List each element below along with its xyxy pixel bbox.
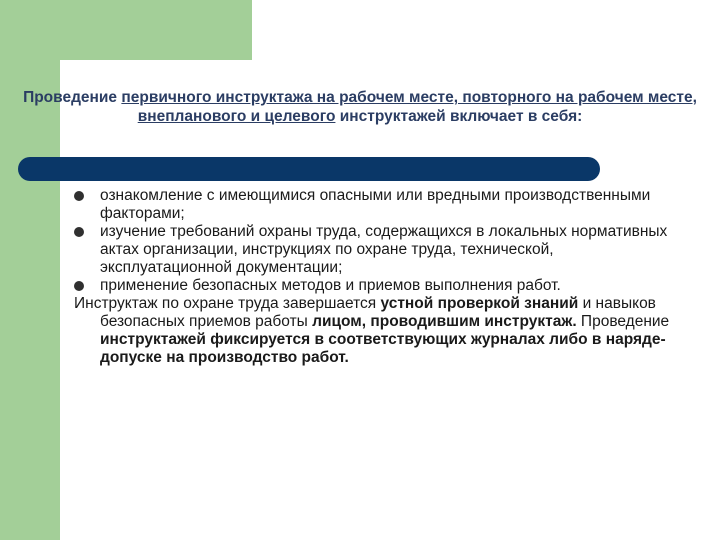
slide-title xyxy=(10,88,710,126)
para-bold: лицом, проводившим инструктаж. xyxy=(312,313,577,330)
bullet-icon xyxy=(74,191,84,201)
para-text: Инструктаж по охране труда завершается xyxy=(74,295,381,312)
bullet-text: применение безопасных методов и приемов выполнения работ. xyxy=(100,277,561,294)
bullet-text: ознакомление с имеющимися опасными или вредными производственными факторами; xyxy=(100,187,651,222)
para-bold: устной проверкой знаний xyxy=(380,295,579,312)
green-sidebar xyxy=(0,0,60,540)
title-bar xyxy=(18,157,600,181)
bullet-icon xyxy=(74,227,84,237)
content-body xyxy=(74,187,674,367)
green-top-block xyxy=(60,0,252,60)
title-part-1: Проведение xyxy=(23,89,122,106)
list-item xyxy=(74,277,674,295)
bullet-icon xyxy=(74,281,84,291)
para-text: и навыков безопасных приемов работы xyxy=(100,295,656,330)
title-part-2: первичного инструктажа на рабочем месте, повторного на рабочем месте, внепланового и целевого xyxy=(121,89,697,125)
list-item xyxy=(74,187,674,223)
list-item xyxy=(74,223,674,277)
summary-paragraph xyxy=(74,295,674,367)
title-part-3: инструктажей включает в себя: xyxy=(335,108,583,125)
para-text: Проведение xyxy=(576,313,670,330)
bullet-text: изучение требований охраны труда, содержащихся в локальных нормативных актах организации, инструкциях по охране труда, технической, эксплуатационной документации; xyxy=(100,223,668,276)
para-bold: инструктажей фиксируется в соответствующих журналах либо в наряде-допуске на производство работ. xyxy=(100,331,666,366)
